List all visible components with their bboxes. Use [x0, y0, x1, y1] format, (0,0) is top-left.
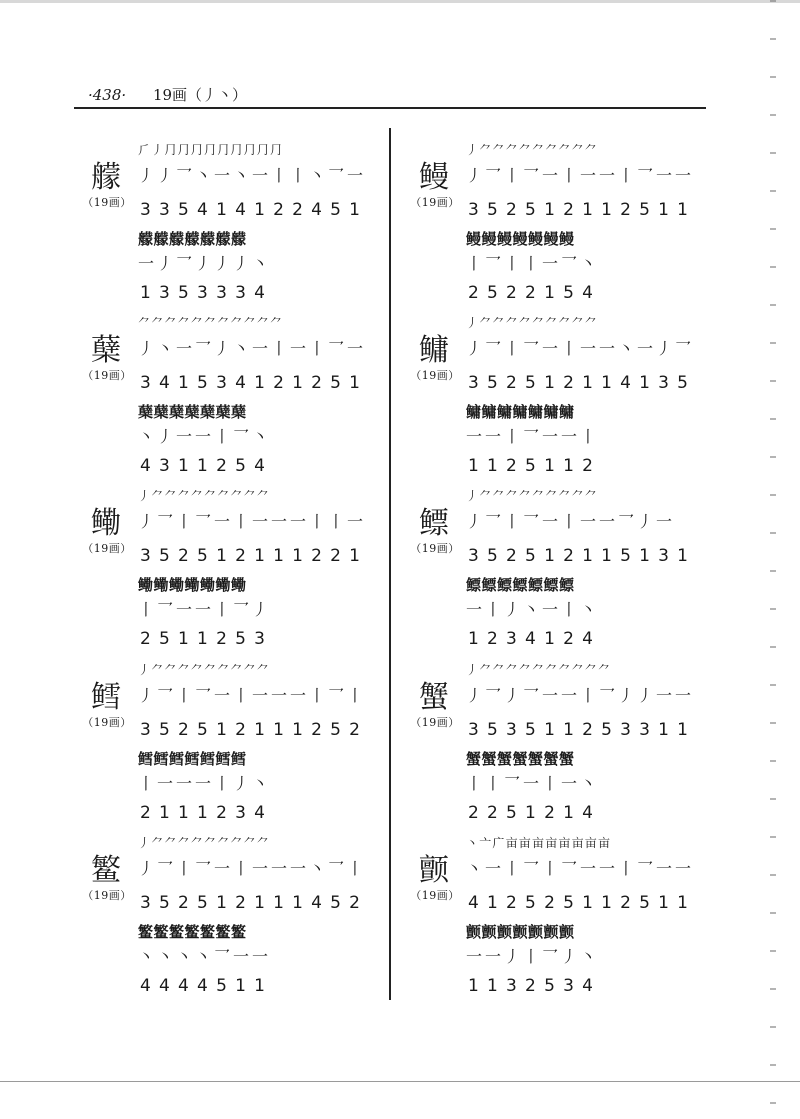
stroke-count-tag: （19画）	[82, 369, 132, 382]
stroke-shapes-row-1: 丿乛丨乛一丨一一一丶乛丨	[138, 859, 367, 878]
stroke-shapes-row-1: 丿乛丿乛一一丨乛丿丿一一	[466, 686, 695, 705]
progressive-strokes-row-1: 丿⺈⺈⺈⺈⺈⺈⺈⺈⺈	[138, 489, 271, 503]
stroke-count-tag: （19画）	[410, 542, 460, 555]
stroke-codes-row-2: 2251214	[468, 803, 602, 823]
progressive-strokes-row-1: 丿⺈⺈⺈⺈⺈⺈⺈⺈⺈	[138, 663, 271, 677]
scan-edge-top	[0, 0, 800, 3]
stroke-shapes-row-2: 一一丨乛一一丨	[466, 427, 600, 446]
stroke-codes-row-1: 412525112511	[468, 893, 697, 913]
stroke-codes-row-2: 4444511	[140, 976, 274, 996]
stroke-codes-row-2: 2522154	[468, 283, 602, 303]
character-entry	[408, 486, 718, 649]
progressive-strokes-row-1: ⺁丿⺆⺆⺆⺆⺆⺆⺆⺆⺆	[138, 143, 284, 157]
character-glyph: 鳗	[419, 160, 449, 195]
stroke-shapes-row-1: 丿乛丨乛一丨一一丶一丿乛	[466, 339, 695, 358]
stroke-codes-row-2: 1353334	[140, 283, 274, 303]
stroke-count-tag: （19画）	[82, 889, 132, 902]
character-glyph: 蟹	[419, 680, 449, 715]
page-header	[88, 84, 247, 105]
stroke-shapes-row-1: 丿乛丨乛一丨一一乛丿一	[466, 512, 676, 531]
stroke-codes-row-1: 353511253311	[468, 720, 697, 740]
stroke-codes-row-1: 352512111221	[140, 546, 369, 566]
stroke-shapes-row-2: 丨丨乛一丨一丶	[466, 774, 600, 793]
stroke-codes-row-1: 352512112511	[468, 200, 697, 220]
character-entry	[80, 833, 390, 996]
progressive-strokes-row-1: 丿⺈⺈⺈⺈⺈⺈⺈⺈⺈	[138, 836, 271, 850]
stroke-codes-row-1: 341534121251	[140, 373, 369, 393]
stroke-codes-row-2: 1234124	[468, 629, 602, 649]
character-glyph: 鳓	[91, 506, 121, 541]
stroke-count-tag: （19画）	[410, 196, 460, 209]
stroke-shapes-row-1: 丿乛丨乛一丨一一丨乛一一	[466, 166, 695, 185]
stroke-count-tag: （19画）	[410, 369, 460, 382]
stroke-shapes-row-2: 一一丿丨乛丿丶	[466, 947, 600, 966]
character-entry	[80, 140, 390, 303]
stroke-count-tag: （19画）	[410, 716, 460, 729]
progressive-strokes-row-1: 丿⺈⺈⺈⺈⺈⺈⺈⺈⺈	[466, 316, 599, 330]
character-entry	[408, 660, 718, 823]
character-entry	[408, 313, 718, 476]
progressive-strokes-row-2: 蟹蟹蟹蟹蟹蟹蟹	[466, 750, 575, 768]
stroke-codes-row-1: 352512111452	[140, 893, 369, 913]
section-title: 19画（丿丶）	[152, 86, 248, 104]
stroke-codes-row-1: 335414122451	[140, 200, 369, 220]
character-entry	[80, 313, 390, 476]
scan-edge-bottom	[0, 1081, 800, 1082]
stroke-shapes-row-2: 丨乛一一丨乛丿	[138, 600, 272, 619]
character-glyph: 艨	[91, 160, 121, 195]
character-glyph: 鳕	[91, 680, 121, 715]
stroke-codes-row-2: 4311254	[140, 456, 274, 476]
stroke-shapes-row-2: 丨一一一丨丿丶	[138, 774, 272, 793]
progressive-strokes-row-2: 艨艨艨艨艨艨艨	[138, 230, 247, 248]
stroke-shapes-row-2: 丶丿一一丨乛丶	[138, 427, 272, 446]
character-entry	[408, 833, 718, 996]
stroke-shapes-row-1: 丿乛丨乛一丨一一一丨丨一	[138, 512, 367, 531]
progressive-strokes-row-2: 鳗鳗鳗鳗鳗鳗鳗	[466, 230, 575, 248]
stroke-codes-row-1: 352512114135	[468, 373, 697, 393]
progressive-strokes-row-2: 蘖蘖蘖蘖蘖蘖蘖	[138, 403, 247, 421]
stroke-shapes-row-1: 丶一丨乛丨乛一一丨乛一一	[466, 859, 695, 878]
character-entry	[80, 486, 390, 649]
progressive-strokes-row-1: ⺈⺈⺈⺈⺈⺈⺈⺈⺈⺈⺈	[138, 316, 284, 330]
stroke-shapes-row-2: 一丿乛丿丿丿丶	[138, 254, 272, 273]
stroke-shapes-row-2: 一丨丿丶一丨丶	[466, 600, 600, 619]
character-glyph: 蘖	[91, 333, 121, 368]
progressive-strokes-row-1: 丿⺈⺈⺈⺈⺈⺈⺈⺈⺈	[466, 489, 599, 503]
header-rule	[74, 107, 706, 109]
character-glyph: 颤	[419, 853, 449, 888]
progressive-strokes-row-2: 鳔鳔鳔鳔鳔鳔鳔	[466, 576, 575, 594]
stroke-count-tag: （19画）	[82, 542, 132, 555]
stroke-shapes-row-1: 丿丶一乛丿丶一丨一丨乛一	[138, 339, 367, 358]
stroke-count-tag: （19画）	[82, 196, 132, 209]
stroke-codes-row-1: 352512115131	[468, 546, 697, 566]
stroke-shapes-row-2: 丨乛丨丨一乛丶	[466, 254, 600, 273]
stroke-shapes-row-1: 丿乛丨乛一丨一一一丨乛丨	[138, 686, 367, 705]
progressive-strokes-row-1: 丿⺈⺈⺈⺈⺈⺈⺈⺈⺈	[466, 143, 599, 157]
progressive-strokes-row-1: 丶亠广亩亩亩亩亩亩亩亩	[466, 836, 612, 850]
stroke-codes-row-2: 2511253	[140, 629, 274, 649]
character-entry	[408, 140, 718, 303]
progressive-strokes-row-2: 鳕鳕鳕鳕鳕鳕鳕	[138, 750, 247, 768]
character-glyph: 鳔	[419, 506, 449, 541]
character-entry	[80, 660, 390, 823]
progressive-strokes-row-2: 鳘鳘鳘鳘鳘鳘鳘	[138, 923, 247, 941]
progressive-strokes-row-2: 鳙鳙鳙鳙鳙鳙鳙	[466, 403, 575, 421]
character-glyph: 鳙	[419, 333, 449, 368]
stroke-count-tag: （19画）	[82, 716, 132, 729]
stroke-codes-row-2: 1132534	[468, 976, 602, 996]
stroke-count-tag: （19画）	[410, 889, 460, 902]
character-glyph: 鳘	[91, 853, 121, 888]
progressive-strokes-row-2: 鳓鳓鳓鳓鳓鳓鳓	[138, 576, 247, 594]
progressive-strokes-row-2: 颤颤颤颤颤颤颤	[466, 923, 575, 941]
stroke-shapes-row-2: 丶丶丶丶乛一一	[138, 947, 272, 966]
stroke-codes-row-2: 1125112	[468, 456, 602, 476]
scan-artifact-dots	[770, 0, 776, 1119]
stroke-codes-row-1: 352512111252	[140, 720, 369, 740]
progressive-strokes-row-1: 丿⺈⺈⺈⺈⺈⺈⺈⺈⺈⺈	[466, 663, 612, 677]
stroke-shapes-row-1: 丿丿乛丶一丶一丨丨丶乛一	[138, 166, 367, 185]
stroke-codes-row-2: 2111234	[140, 803, 274, 823]
page-number: ·438·	[88, 86, 127, 104]
